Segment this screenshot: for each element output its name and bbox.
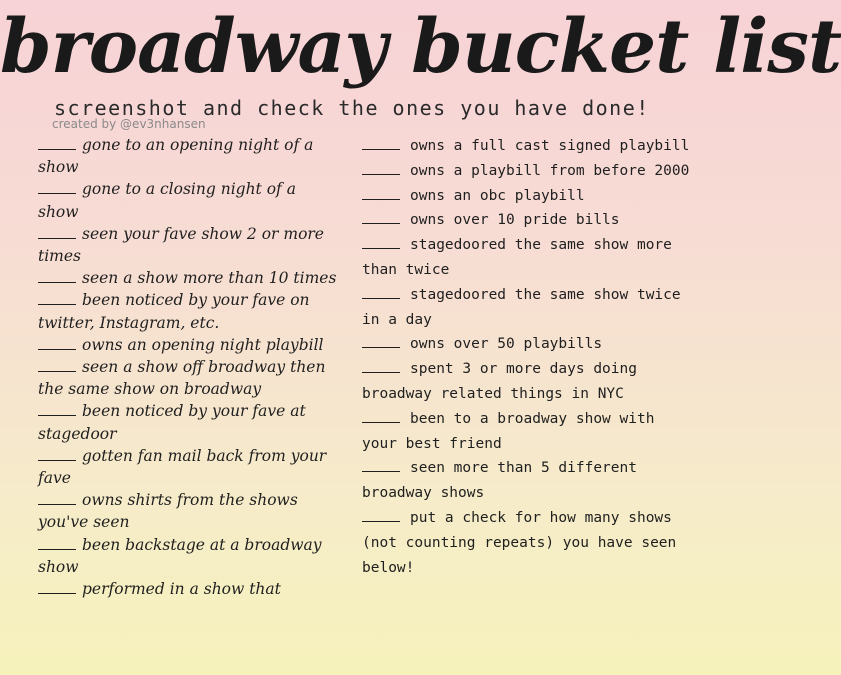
check-blank[interactable] xyxy=(362,285,400,299)
item-text: owns over 10 pride bills xyxy=(410,212,620,229)
list-item xyxy=(362,134,692,159)
item-text: seen your fave show 2 or more times xyxy=(38,224,324,266)
item-text: been to a broadway show with your best friend xyxy=(362,410,655,452)
item-text: owns a playbill from before 2000 xyxy=(410,162,690,179)
check-blank[interactable] xyxy=(38,136,76,150)
check-blank[interactable] xyxy=(38,536,76,550)
check-blank[interactable] xyxy=(362,210,400,224)
check-blank[interactable] xyxy=(38,580,76,594)
check-blank[interactable] xyxy=(38,402,76,416)
check-blank[interactable] xyxy=(38,447,76,461)
item-text: stagedoored the same show twice in a day xyxy=(362,286,681,328)
check-blank[interactable] xyxy=(362,409,400,423)
list-item xyxy=(362,208,692,233)
item-text: been backstage at a broadway show xyxy=(38,535,322,576)
list-item xyxy=(38,578,338,600)
list-item xyxy=(38,289,338,333)
check-blank[interactable] xyxy=(38,336,76,350)
credit-text: created by @ev3nhansen xyxy=(52,117,206,131)
list-item xyxy=(362,506,692,580)
check-blank[interactable] xyxy=(38,291,76,305)
check-blank[interactable] xyxy=(362,508,400,522)
check-blank[interactable] xyxy=(362,161,400,175)
list-item xyxy=(362,184,692,209)
check-blank[interactable] xyxy=(38,491,76,505)
check-blank[interactable] xyxy=(362,235,400,249)
right-checklist xyxy=(362,134,692,580)
list-item xyxy=(38,223,338,267)
item-text: been noticed by your fave on twitter, Instagram, etc. xyxy=(38,291,310,332)
list-item xyxy=(362,456,692,506)
item-text: stagedoored the same show more than twice xyxy=(362,237,672,278)
item-text: been noticed by your fave at stagedoor xyxy=(38,402,306,443)
item-text: owns an obc playbill xyxy=(410,187,585,204)
list-item xyxy=(362,233,692,283)
list-item xyxy=(38,356,338,400)
list-item xyxy=(38,334,338,356)
list-item xyxy=(38,445,338,489)
item-text: owns a full cast signed playbill xyxy=(410,138,690,154)
item-text: spent 3 or more days doing broadway related things in NYC xyxy=(362,361,637,402)
item-text: owns shirts from the shows you've seen xyxy=(38,491,298,532)
check-blank[interactable] xyxy=(38,358,76,372)
item-text: seen a show more than 10 times xyxy=(82,269,337,288)
item-text: owns over 50 playbills xyxy=(410,336,603,353)
check-blank[interactable] xyxy=(362,359,400,373)
list-item xyxy=(38,400,338,444)
item-text: seen a show off broadway then the same show on broadway xyxy=(38,358,326,399)
list-item xyxy=(362,283,692,333)
item-text: put a check for how many shows (not counting repeats) you have seen below! xyxy=(362,509,677,576)
list-item xyxy=(362,332,692,357)
list-item xyxy=(38,534,338,578)
check-blank[interactable] xyxy=(362,186,400,200)
item-text: gotten fan mail back from your fave xyxy=(38,446,327,488)
subtitle: screenshot and check the ones you have done! xyxy=(54,96,650,120)
check-blank[interactable] xyxy=(362,458,400,472)
list-item xyxy=(38,267,338,289)
page-title: broadway bucket list xyxy=(0,4,841,90)
list-item xyxy=(362,407,692,457)
item-text: gone to an opening night of a show xyxy=(38,136,314,177)
left-checklist xyxy=(38,134,338,600)
list-item xyxy=(38,178,338,222)
item-text: owns an opening night playbill xyxy=(82,335,324,354)
check-blank[interactable] xyxy=(38,180,76,194)
list-item xyxy=(38,134,338,178)
list-item xyxy=(38,489,338,533)
check-blank[interactable] xyxy=(362,136,400,150)
check-blank[interactable] xyxy=(362,334,400,348)
item-text: seen more than 5 different broadway shows xyxy=(362,460,637,502)
item-text: gone to a closing night of a show xyxy=(38,180,296,221)
item-text: performed in a show that xyxy=(82,580,281,599)
check-blank[interactable] xyxy=(38,225,76,239)
list-item xyxy=(362,357,692,407)
check-blank[interactable] xyxy=(38,269,76,283)
list-item xyxy=(362,159,692,184)
